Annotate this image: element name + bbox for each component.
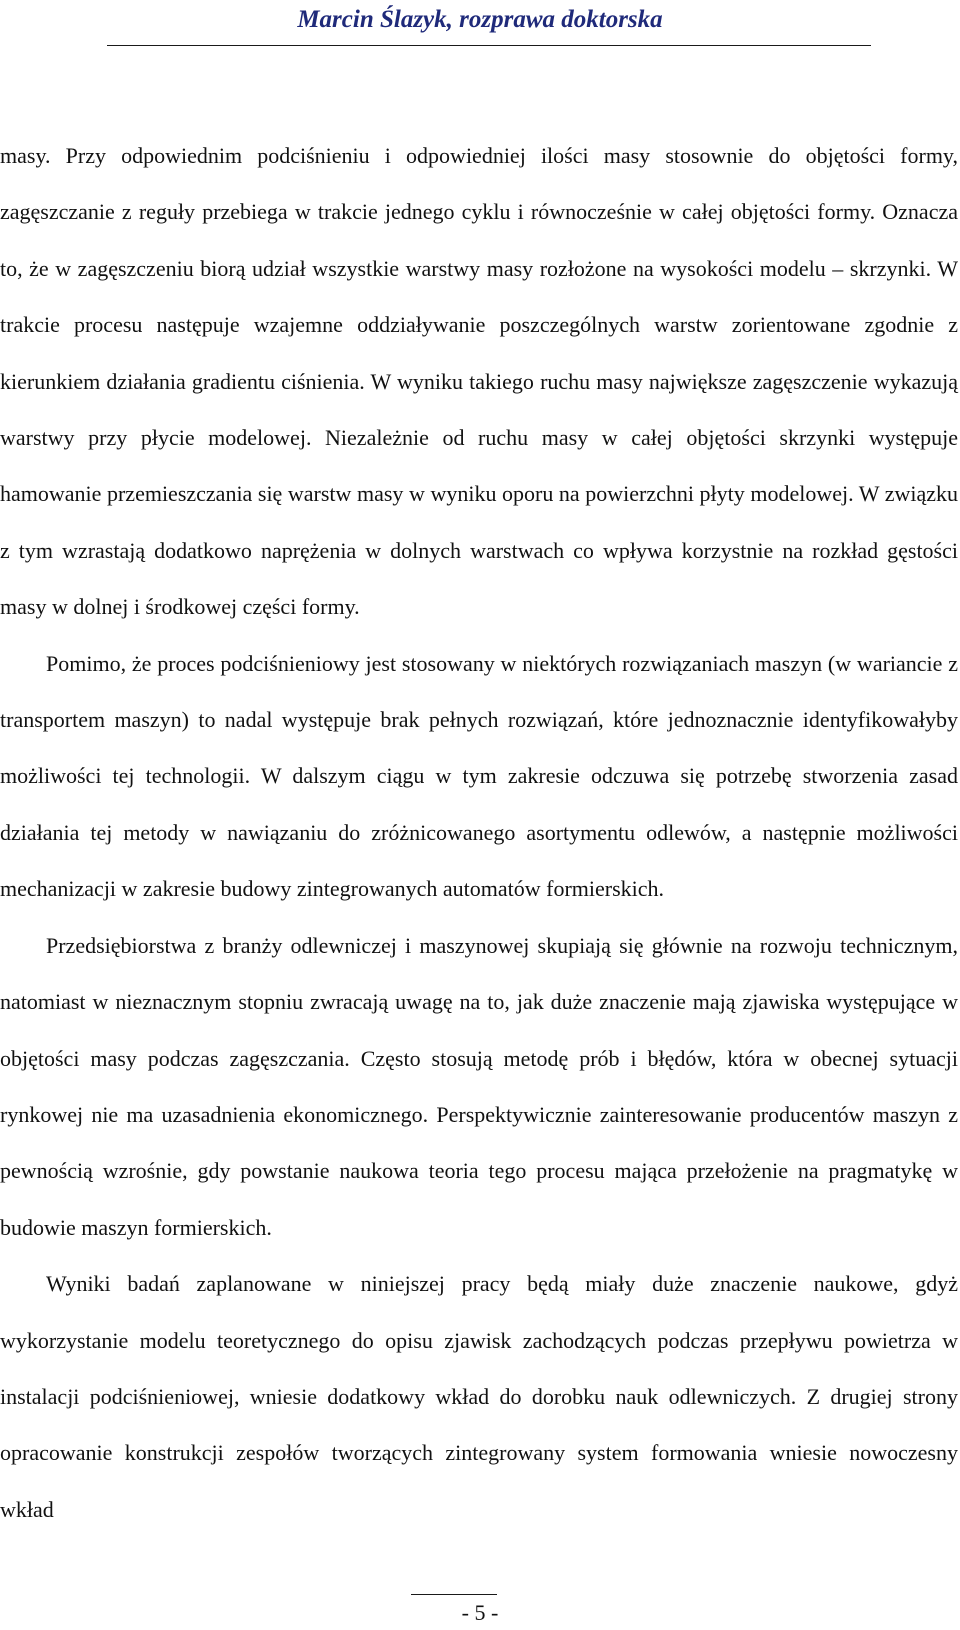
page-header (0, 4, 960, 36)
footer-rule (411, 1594, 497, 1595)
document-body (0, 128, 958, 1538)
paragraph-1: masy. Przy odpowiednim podciśnieniu i odpowiedniej ilości masy stosownie do objętości formy, zagęszczanie z reguły przebiega w trakcie jednego cyklu i równocześnie w całej objętości formy. Oznacza to, że w zagęszczeniu biorą udział wszystkie warstwy masy rozłożone na wysokości modelu – skrzynki. W trakcie procesu następuje wzajemne oddziaływanie poszczególnych warstw zorientowane zgodnie z kierunkiem działania gradientu ciśnienia. W wyniku takiego ruchu masy największe zagęszczenie wykazują warstwy przy płycie modelowej. Niezależnie od ruchu masy w całej objętości skrzynki występuje hamowanie przemieszczania się warstw masy w wyniku oporu na powierzchni płyty modelowej. W związku z tym wzrastają dodatkowo naprężenia w dolnych warstwach co wpływa korzystnie na rozkład gęstości masy w dolnej i środkowej części formy. (0, 143, 958, 620)
paragraph-3: Przedsiębiorstwa z branży odlewniczej i maszynowej skupiają się głównie na rozwoju technicznym, natomiast w nieznacznym stopniu zwracają uwagę na to, jak duże znaczenie mają zjawiska występujące w objętości masy podczas zagęszczania. Często stosują metodę prób i błędów, która w obecnej sytuacji rynkowej nie ma uzasadnienia ekonomicznego. Perspektywicznie zainteresowanie producentów maszyn z pewnością wzrośnie, gdy powstanie naukowa teoria tego procesu mająca przełożenie na pragmatykę w budowie maszyn formierskich. (0, 932, 958, 1240)
paragraph-4: Wyniki badań zaplanowane w niniejszej pracy będą miały duże znaczenie naukowe, gdyż wykorzystanie modelu teoretycznego do opisu zjawisk zachodzących podczas przepływu powietrza w instalacji podciśnieniowej, wniesie dodatkowy wkład do dorobku nauk odlewniczych. Z drugiej strony opracowanie konstrukcji zespołów tworzących zintegrowany system formowania wniesie nowoczesny wkład (0, 1271, 958, 1522)
header-rule (107, 45, 871, 46)
paragraph-2: Pomimo, że proces podciśnieniowy jest stosowany w niektórych rozwiązaniach maszyn (w wariancie z transportem maszyn) to nadal występuje brak pełnych rozwiązań, które jednoznacznie identyfikowałyby możliwości tej technologii. W dalszym ciągu w tym zakresie odczuwa się potrzebę stworzenia zasad działania tej metody w nawiązaniu do zróżnicowanego asortymentu odlewów, a następnie możliwości mechanizacji w zakresie budowy zintegrowanych automatów formierskich. (0, 650, 958, 902)
header-title: Marcin Ślazyk, rozprawa doktorska (297, 6, 663, 33)
page-number: - 5 - (461, 1600, 499, 1625)
